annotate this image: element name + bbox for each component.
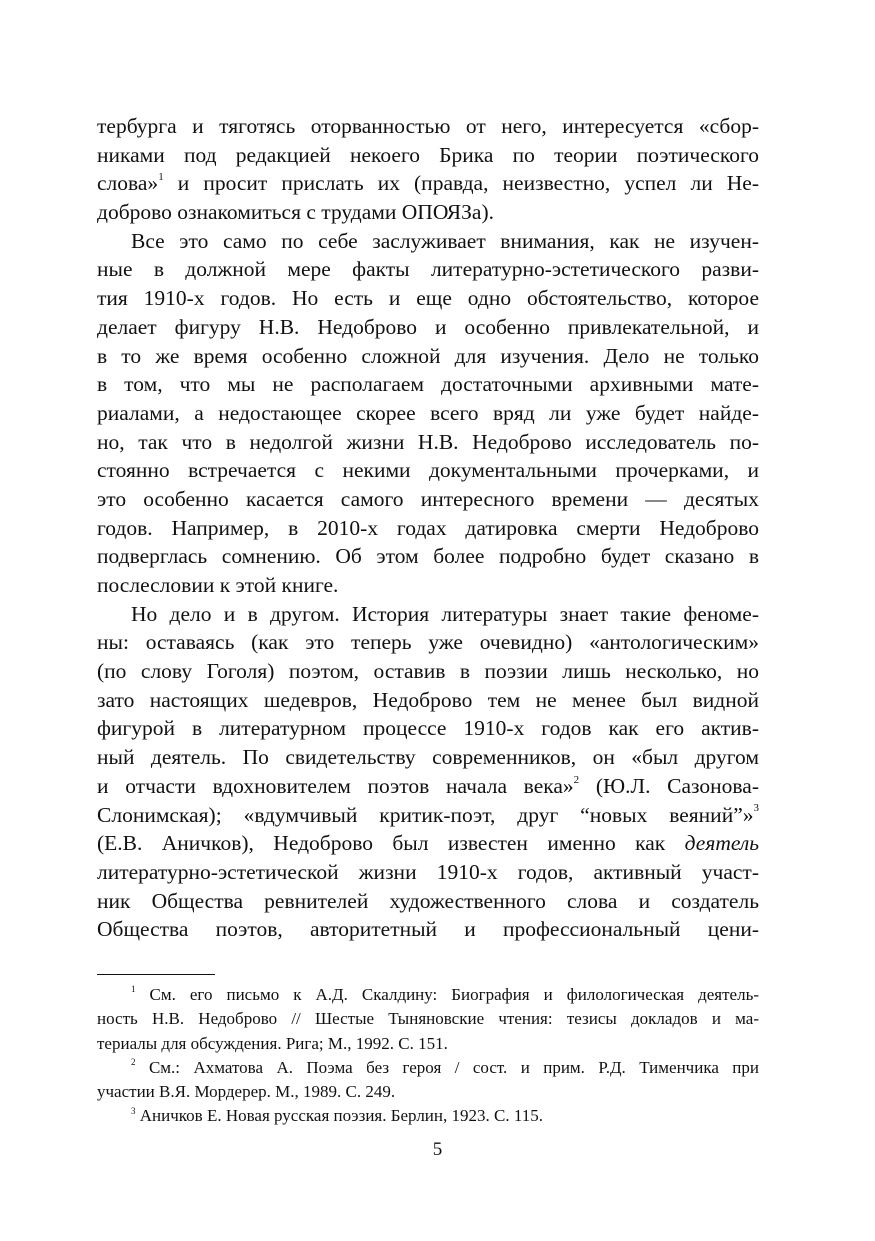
body-line: послесловии к этой книге. xyxy=(97,573,339,597)
footnote-3 xyxy=(97,1104,759,1128)
body-text-run: слова» xyxy=(97,171,159,196)
body-line: Но дело и в другом. История литературы знает такие феноме- xyxy=(131,601,759,626)
footnote-mark: 3 xyxy=(131,1105,136,1116)
body-line: тия 1910-х годов. Но есть и еще одно обстоятельство, которое xyxy=(97,286,759,311)
footnote-1 xyxy=(97,983,759,1007)
body-line: литературно-эстетической жизни 1910-х годов, активный участ- xyxy=(97,859,759,884)
footnote-mark: 2 xyxy=(131,1057,136,1068)
body-line: делает фигуру Н.В. Недоброво и особенно привлекательной, и xyxy=(97,314,759,339)
body-line: годов. Например, в 2010-х годах датировка смерти Недоброво xyxy=(97,515,759,540)
footnote-line: териалы для обсуждения. Рига; М., 1992. С. 151. xyxy=(97,1033,448,1053)
body-line: но, так что в недолгой жизни Н.В. Недоброво исследователь по- xyxy=(97,429,759,454)
body-line: (по слову Гоголя) поэтом, оставив в поэзии лишь несколько, но xyxy=(97,659,759,684)
body-line xyxy=(97,772,759,801)
body-line: тербурга и тяготясь оторванностью от него, интересуется «сбор- xyxy=(97,114,759,138)
footnote-line: участии В.Я. Мордерер. М., 1989. С. 249. xyxy=(97,1082,396,1102)
body-line: в том, что мы не располагаем достаточными архивными мате- xyxy=(97,372,759,397)
body-line: в то же время особенно сложной для изучения. Дело не только xyxy=(97,343,759,368)
body-line xyxy=(97,829,759,858)
body-line xyxy=(97,801,759,830)
body-line xyxy=(97,169,759,198)
body-line: ник Общества ревнителей художественного слова и создатель xyxy=(97,888,759,913)
footnote-text: См. его письмо к А.Д. Скалдину: Биография и филологическая деятель- xyxy=(149,985,759,1004)
footnotes xyxy=(97,983,759,1129)
body-text-run: (Ю.Л. Сазонова- xyxy=(595,773,759,798)
body-text-run: и просит прислать их (правда, неизвестно, успел ли Не- xyxy=(177,171,760,196)
body-text-run: и отчасти вдохновителем поэтов начала века» xyxy=(97,773,574,798)
footnote-ref-3: 3 xyxy=(753,802,759,815)
emphasis-text: деятель xyxy=(684,831,760,856)
body-line: Все это само по себе заслуживает внимания, как не изучен- xyxy=(131,228,759,253)
footnote-2 xyxy=(97,1056,759,1080)
body-line: никами под редакцией некоего Брика по теории поэтического xyxy=(97,142,759,167)
body-text xyxy=(97,112,759,944)
page-number: 5 xyxy=(432,1139,443,1160)
body-text-run: (Е.В. Аничков), Недоброво был известен именно как xyxy=(97,831,666,856)
footnote-text: Аничков Е. Новая русская поэзия. Берлин, 1923. С. 115. xyxy=(139,1106,543,1126)
body-line: подверглась сомнению. Об этом более подробно будет сказано в xyxy=(97,544,759,569)
body-line: зато настоящих шедевров, Недоброво тем не менее был видной xyxy=(97,687,759,712)
body-line: стоянно встречается с некими документальными прочерками, и xyxy=(97,458,759,483)
body-line: ные в должной мере факты литературно-эстетического разви- xyxy=(97,257,759,282)
footnote-separator xyxy=(97,974,215,975)
footnote-ref-2: 2 xyxy=(573,773,580,786)
body-line: фигурой в литературном процессе 1910-х годов как его актив- xyxy=(97,716,759,741)
footnote-mark: 1 xyxy=(131,984,136,995)
body-line: это особенно касается самого интересного времени — десятых xyxy=(97,486,759,511)
body-line: доброво ознакомиться с трудами ОПОЯЗа). xyxy=(97,200,494,225)
footnote-text: См.: Ахматова А. Поэма без героя / сост. и прим. Р.Д. Тименчика при xyxy=(148,1057,760,1077)
body-line: Общества поэтов, авторитетный и профессиональный цени- xyxy=(97,917,759,942)
body-line: ный деятель. По свидетельству современников, он «был другом xyxy=(97,745,759,770)
body-line: ны: оставаясь (как это теперь уже очевидно) «антологическим» xyxy=(97,630,759,655)
footnote-ref-1: 1 xyxy=(158,171,164,184)
body-line: риалами, а недостающее скорее всего вряд ли уже будет найде- xyxy=(97,400,759,425)
footnote-line: ность Н.В. Недоброво // Шестые Тыняновские чтения: тезисы докладов и ма- xyxy=(97,1009,759,1029)
body-text-run: Слонимская); «вдумчивый критик-поэт, друг “новых веяний”» xyxy=(97,802,754,827)
